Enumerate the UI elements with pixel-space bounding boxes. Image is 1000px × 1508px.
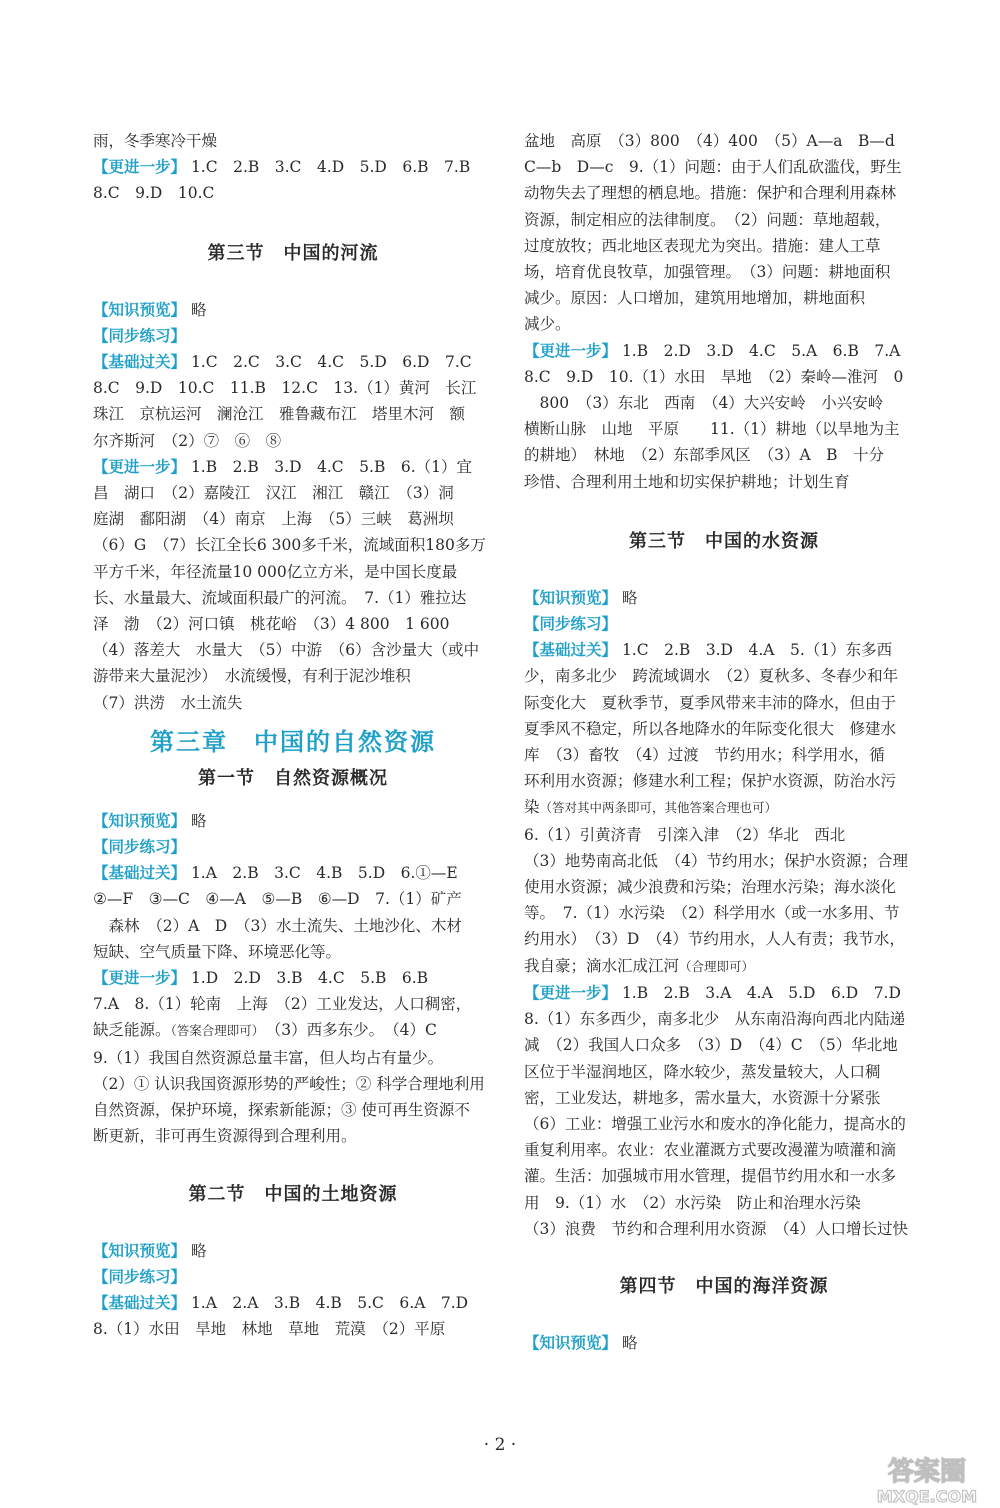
- answer-text: 略: [617, 588, 638, 607]
- section-tag: 【基础过关】: [93, 353, 187, 372]
- answer-line: [93, 663, 493, 689]
- answer-line: [93, 480, 493, 506]
- answer-text: 动物失去了理想的栖息地。措施：保护和合理利用森林: [524, 184, 897, 203]
- answer-line: [524, 848, 924, 874]
- answer-line: [93, 1123, 493, 1149]
- answer-text: 6.（1）引黄济青 引滦入津 （2）华北 西北: [524, 825, 846, 844]
- answer-text: 用 9.（1）水 （2）水污染 防止和治理水污染: [524, 1193, 861, 1212]
- answer-text: 1.B 2.B 3.D 4.C 5.B 6.（1）宜: [186, 457, 472, 476]
- answer-text: 过度放牧；西北地区表现尤为突出。措施：建人工草: [524, 236, 881, 255]
- answer-line: [93, 559, 493, 585]
- answer-text: 1.B 2.D 3.D 4.C 5.A 6.B 7.A: [617, 341, 901, 360]
- answer-text: 平方千米，年径流量10 000亿立方米，是中国长度最: [93, 562, 458, 581]
- answer-text: （4）落差大 水量大 （5）中游 （6）含沙量大（或中: [93, 641, 480, 660]
- answer-line: [524, 128, 924, 154]
- answer-line: [93, 1264, 493, 1290]
- section-title: 第一节 自然资源概况: [198, 767, 388, 789]
- answer-text: 盆地 高原 （3）800 （4）400 （5）A—a B—d: [524, 132, 895, 150]
- answer-line: [524, 1111, 924, 1137]
- answer-line: [524, 442, 924, 468]
- answer-line: [93, 154, 493, 180]
- answer-text: 减少。: [524, 315, 571, 334]
- answer-text: 略: [186, 1241, 207, 1260]
- section-tag: 【知识预览】: [93, 1241, 187, 1260]
- answer-line: [93, 128, 493, 154]
- answer-text: 场，培育优良牧草，加强管理。 （3）问题：耕地面积: [524, 263, 891, 282]
- answer-line: [524, 311, 924, 337]
- right-column: [524, 128, 924, 1356]
- answer-line: [93, 532, 493, 558]
- answer-text: 重复利用率。农业：农业灌溉方式要改漫灌为喷灌和滴: [524, 1141, 897, 1160]
- answer-text: 1.A 2.A 3.B 4.B 5.C 6.A 7.D: [186, 1293, 469, 1312]
- answer-line: [93, 1097, 493, 1123]
- answer-line: [93, 913, 493, 939]
- answer-text: 资源，制定相应的法律制度。 （2）问题：草地超载，: [524, 210, 891, 229]
- answer-line: [93, 349, 493, 375]
- answer-text: 尔齐斯河 （2）⑦ ⑥ ⑧: [93, 431, 282, 450]
- section-title: 第二节 中国的土地资源: [188, 1183, 398, 1205]
- answer-text: 际变化大 夏秋季节，夏季风带来丰沛的降水，但由于: [524, 693, 897, 712]
- answer-line: [93, 886, 493, 912]
- answer-line: [93, 808, 493, 834]
- answer-line: [93, 1238, 493, 1264]
- answer-line: [524, 794, 924, 821]
- answer-line: [524, 364, 924, 390]
- answer-text: 8.C 9.D 10.（1）水田 旱地 （2）秦岭—淮河 0: [524, 367, 904, 386]
- answer-text: （3）地势南高北低 （4）节约用水；保护水资源；合理: [524, 851, 908, 870]
- section-tag: 【更进一步】: [93, 969, 187, 988]
- answer-line: [524, 180, 924, 206]
- answer-line: [524, 469, 924, 495]
- answer-text: 1.C 2.C 3.C 4.C 5.D 6.D 7.C: [186, 353, 472, 372]
- section-title: 第三节 中国的水资源: [629, 530, 819, 552]
- answer-text: 约用水） （3）D （4）节约用水，人人有责；我节水，: [524, 930, 905, 949]
- answer-text: 珠江 京杭运河 澜沧江 雅鲁藏布江 塔里木河 额: [93, 405, 466, 424]
- watermark-logo: [858, 1450, 996, 1506]
- answer-line: [93, 1071, 493, 1097]
- section-title: 第三节 中国的河流: [207, 242, 379, 264]
- answer-text: 环利用水资源；修建水利工程；保护水资源，防治水污: [524, 772, 897, 791]
- answer-line: [524, 207, 924, 233]
- answer-text: 自然资源，保护环境，探索新能源；③ 使可再生资源不: [93, 1101, 470, 1120]
- section-tag: 【知识预览】: [93, 811, 187, 830]
- answer-text: 略: [617, 1333, 638, 1352]
- answer-line: [93, 1290, 493, 1316]
- answer-text: 染: [524, 798, 540, 817]
- answer-text: 9.（1）我国自然资源总量丰富，但人均占有量少。: [93, 1048, 444, 1067]
- answer-text: 8.C 9.D 10.C 11.B 12.C 13.（1）黄河 长江: [93, 379, 477, 398]
- answer-note: （合理即可）: [679, 958, 755, 974]
- answer-text: C—b D—c 9.（1）问题：由于人们乱砍滥伐，野生: [524, 158, 902, 177]
- answer-line: [93, 1017, 493, 1044]
- watermark-url: MXQE.COM: [876, 1487, 978, 1506]
- answer-text: 减少。原因：人口增加，建筑用地增加，耕地面积: [524, 289, 866, 308]
- section-tag: 【同步练习】: [93, 1267, 187, 1286]
- answer-line: [524, 1059, 924, 1085]
- section-tag: 【更进一步】: [524, 983, 618, 1002]
- answer-text: 雨，冬季寒冷干燥: [93, 132, 218, 150]
- answer-text: 1.D 2.D 3.B 4.C 5.B 6.B: [186, 969, 429, 988]
- answer-text: 庭湖 鄱阳湖 （4）南京 上海 （5）三峡 葛洲坝: [93, 510, 454, 529]
- answer-text: 1.C 2.B 3.C 4.D 5.D 6.B 7.B: [186, 158, 471, 177]
- answer-line: [93, 939, 493, 965]
- answer-line: [524, 1216, 924, 1242]
- left-column: [93, 128, 493, 1342]
- answer-text: 8.（1）东多西少，南多北少 从东南沿海向西北内陆递: [524, 1010, 906, 1029]
- answer-text: 1.C 2.B 3.D 4.A 5.（1）东多西: [617, 641, 893, 660]
- answer-line: [524, 874, 924, 900]
- answer-text: （6）工业：增强工业污水和废水的净化能力，提高水的: [524, 1114, 906, 1133]
- answer-line: [524, 926, 924, 952]
- watermark-text: 答案圈: [887, 1457, 967, 1487]
- answer-line: [93, 297, 493, 323]
- answer-line: [524, 1330, 924, 1356]
- answer-text: ②—F ③—C ④—A ⑤—B ⑥—D 7.（1）矿产: [93, 890, 462, 909]
- answer-text: 8.（1）水田 旱地 林地 草地 荒漠 （2）平原: [93, 1320, 446, 1339]
- answer-text: 区位于半湿润地区，降水较少，蒸发量较大，人口稠: [524, 1062, 881, 1081]
- answer-line: [93, 454, 493, 480]
- answer-line: [93, 860, 493, 886]
- answer-text: 灌。生活：加强城市用水管理，提倡节约用水和一水多: [524, 1167, 897, 1186]
- answer-line: [524, 822, 924, 848]
- answer-note: （答对其中两条即可，其他答案合理也可）: [539, 800, 778, 816]
- answer-line: [93, 965, 493, 991]
- answer-text: 800 （3）东北 西南 （4）大兴安岭 小兴安岭: [524, 394, 884, 413]
- answer-text: （6）G （7）长江全长6 300多千米，流域面积180多万: [93, 536, 486, 555]
- answer-text-rest: （3）西多东少。 （4）C: [258, 1021, 437, 1040]
- answer-text: 夏季风不稳定，所以各地降水的年际变化很大 修建水: [524, 719, 897, 738]
- answer-line: [93, 401, 493, 427]
- answer-line: [93, 375, 493, 401]
- answer-line: [524, 953, 924, 980]
- answer-line: [93, 323, 493, 349]
- answer-line: [524, 742, 924, 768]
- answer-line: [93, 180, 493, 206]
- answer-text: 游带来大量泥沙） 水流缓慢，有利于泥沙堆积: [93, 667, 411, 686]
- answer-text: 长、水量最大、流域面积最广的河流。 7.（1）雅拉达: [93, 588, 467, 607]
- answer-text: 8.C 9.D 10.C: [93, 184, 215, 203]
- answer-text: 横断山脉 山地 平原 11.（1）耕地（以旱地为主: [524, 420, 900, 439]
- answer-text: 等。 7.（1）水污染 （2）科学用水（或一水多用、节: [524, 904, 900, 923]
- answer-text: 少，南多北少 跨流域调水 （2）夏秋多、冬春少和年: [524, 667, 899, 686]
- answer-line: [524, 1032, 924, 1058]
- answer-line: [524, 900, 924, 926]
- section-title: 第四节 中国的海洋资源: [619, 1275, 829, 1297]
- answer-line: [524, 1006, 924, 1032]
- answer-line: [524, 1190, 924, 1216]
- answer-line: [524, 1085, 924, 1111]
- answer-text: 我自豪；滴水汇成江河: [524, 956, 680, 975]
- answer-line: [524, 285, 924, 311]
- answer-text: 缺乏能源。: [93, 1021, 171, 1040]
- answer-line: [93, 834, 493, 860]
- answer-text: 1.A 2.B 3.C 4.B 5.D 6.①—E: [186, 864, 458, 883]
- answer-line: [93, 1045, 493, 1071]
- answer-line: [524, 338, 924, 364]
- answer-line: [524, 585, 924, 611]
- section-tag: 【同步练习】: [524, 615, 618, 634]
- answer-text: 泽 渤 （2）河口镇 桃花峪 （3）4 800 1 600: [93, 615, 450, 634]
- answer-text: （7）洪涝 水土流失: [93, 693, 243, 712]
- section-tag: 【同步练习】: [93, 838, 187, 857]
- answer-line: [93, 611, 493, 637]
- answer-line: [93, 637, 493, 663]
- section-tag: 【知识预览】: [93, 300, 187, 319]
- answer-text: 7.A 8.（1）轮南 上海 （2）工业发达，人口稠密，: [93, 995, 472, 1014]
- answer-text: 短缺、空气质量下降、环境恶化等。: [93, 942, 342, 961]
- section-tag: 【基础过关】: [524, 641, 618, 660]
- answer-line: [524, 154, 924, 180]
- answer-line: [524, 390, 924, 416]
- answer-line: [524, 690, 924, 716]
- answer-text: 略: [186, 300, 207, 319]
- answer-line: [524, 663, 924, 689]
- answer-line: [524, 1137, 924, 1163]
- section-tag: 【知识预览】: [524, 588, 618, 607]
- answer-text: 昌 湖口 （2）嘉陵江 汉江 湘江 赣江 （3）洞: [93, 484, 454, 503]
- answer-line: [93, 506, 493, 532]
- section-tag: 【同步练习】: [93, 326, 187, 345]
- answer-line: [524, 611, 924, 637]
- answer-line: [524, 768, 924, 794]
- answer-text: （2）① 认识我国资源形势的严峻性；② 科学合理地利用: [93, 1074, 485, 1093]
- section-tag: 【基础过关】: [93, 1293, 187, 1312]
- answer-text: 森林 （2）A D （3）水土流失、土地沙化、木材: [93, 916, 462, 935]
- answer-text: 的耕地） 林地 （2）东部季风区 （3）A B 十分: [524, 446, 885, 465]
- answer-line: [524, 233, 924, 259]
- answer-line: [93, 585, 493, 611]
- answer-line: [524, 716, 924, 742]
- answer-line: [93, 690, 493, 716]
- answer-line: [93, 428, 493, 454]
- answer-text: 断更新，非可再生资源得到合理利用。: [93, 1127, 357, 1146]
- section-tag: 【更进一步】: [93, 457, 187, 476]
- answer-line: [524, 980, 924, 1006]
- answer-line: [524, 1163, 924, 1189]
- answer-text: 减 （2）我国人口众多 （3）D （4）C （5）华北地: [524, 1036, 898, 1055]
- answer-line: [524, 637, 924, 663]
- page-number: · 2 ·: [483, 1435, 517, 1455]
- answer-text: 库 （3）畜牧 （4）过渡 节约用水；科学用水，循: [524, 746, 885, 765]
- answer-text: （3）浪费 节约和合理利用水资源 （4）人口增长过快: [524, 1219, 908, 1238]
- answer-line: [524, 416, 924, 442]
- chapter-title: 第三章 中国的自然资源: [150, 727, 436, 756]
- answer-line: [524, 259, 924, 285]
- answer-text: 略: [186, 811, 207, 830]
- answer-line: [93, 1316, 493, 1342]
- answer-text: 珍惜、合理利用土地和切实保护耕地；计划生育: [524, 472, 850, 491]
- section-tag: 【知识预览】: [524, 1333, 618, 1352]
- section-tag: 【更进一步】: [93, 158, 187, 177]
- section-tag: 【更进一步】: [524, 341, 618, 360]
- answer-line: [93, 991, 493, 1017]
- answer-text: 密，工业发达，耕地多，需水量大，水资源十分紧张: [524, 1088, 881, 1107]
- answer-text: 使用水资源；减少浪费和污染；治理水污染；海水淡化: [524, 878, 897, 897]
- answer-text: 1.B 2.B 3.A 4.A 5.D 6.D 7.D: [617, 983, 901, 1002]
- answer-note: （答案合理即可）: [170, 1023, 259, 1039]
- section-tag: 【基础过关】: [93, 864, 187, 883]
